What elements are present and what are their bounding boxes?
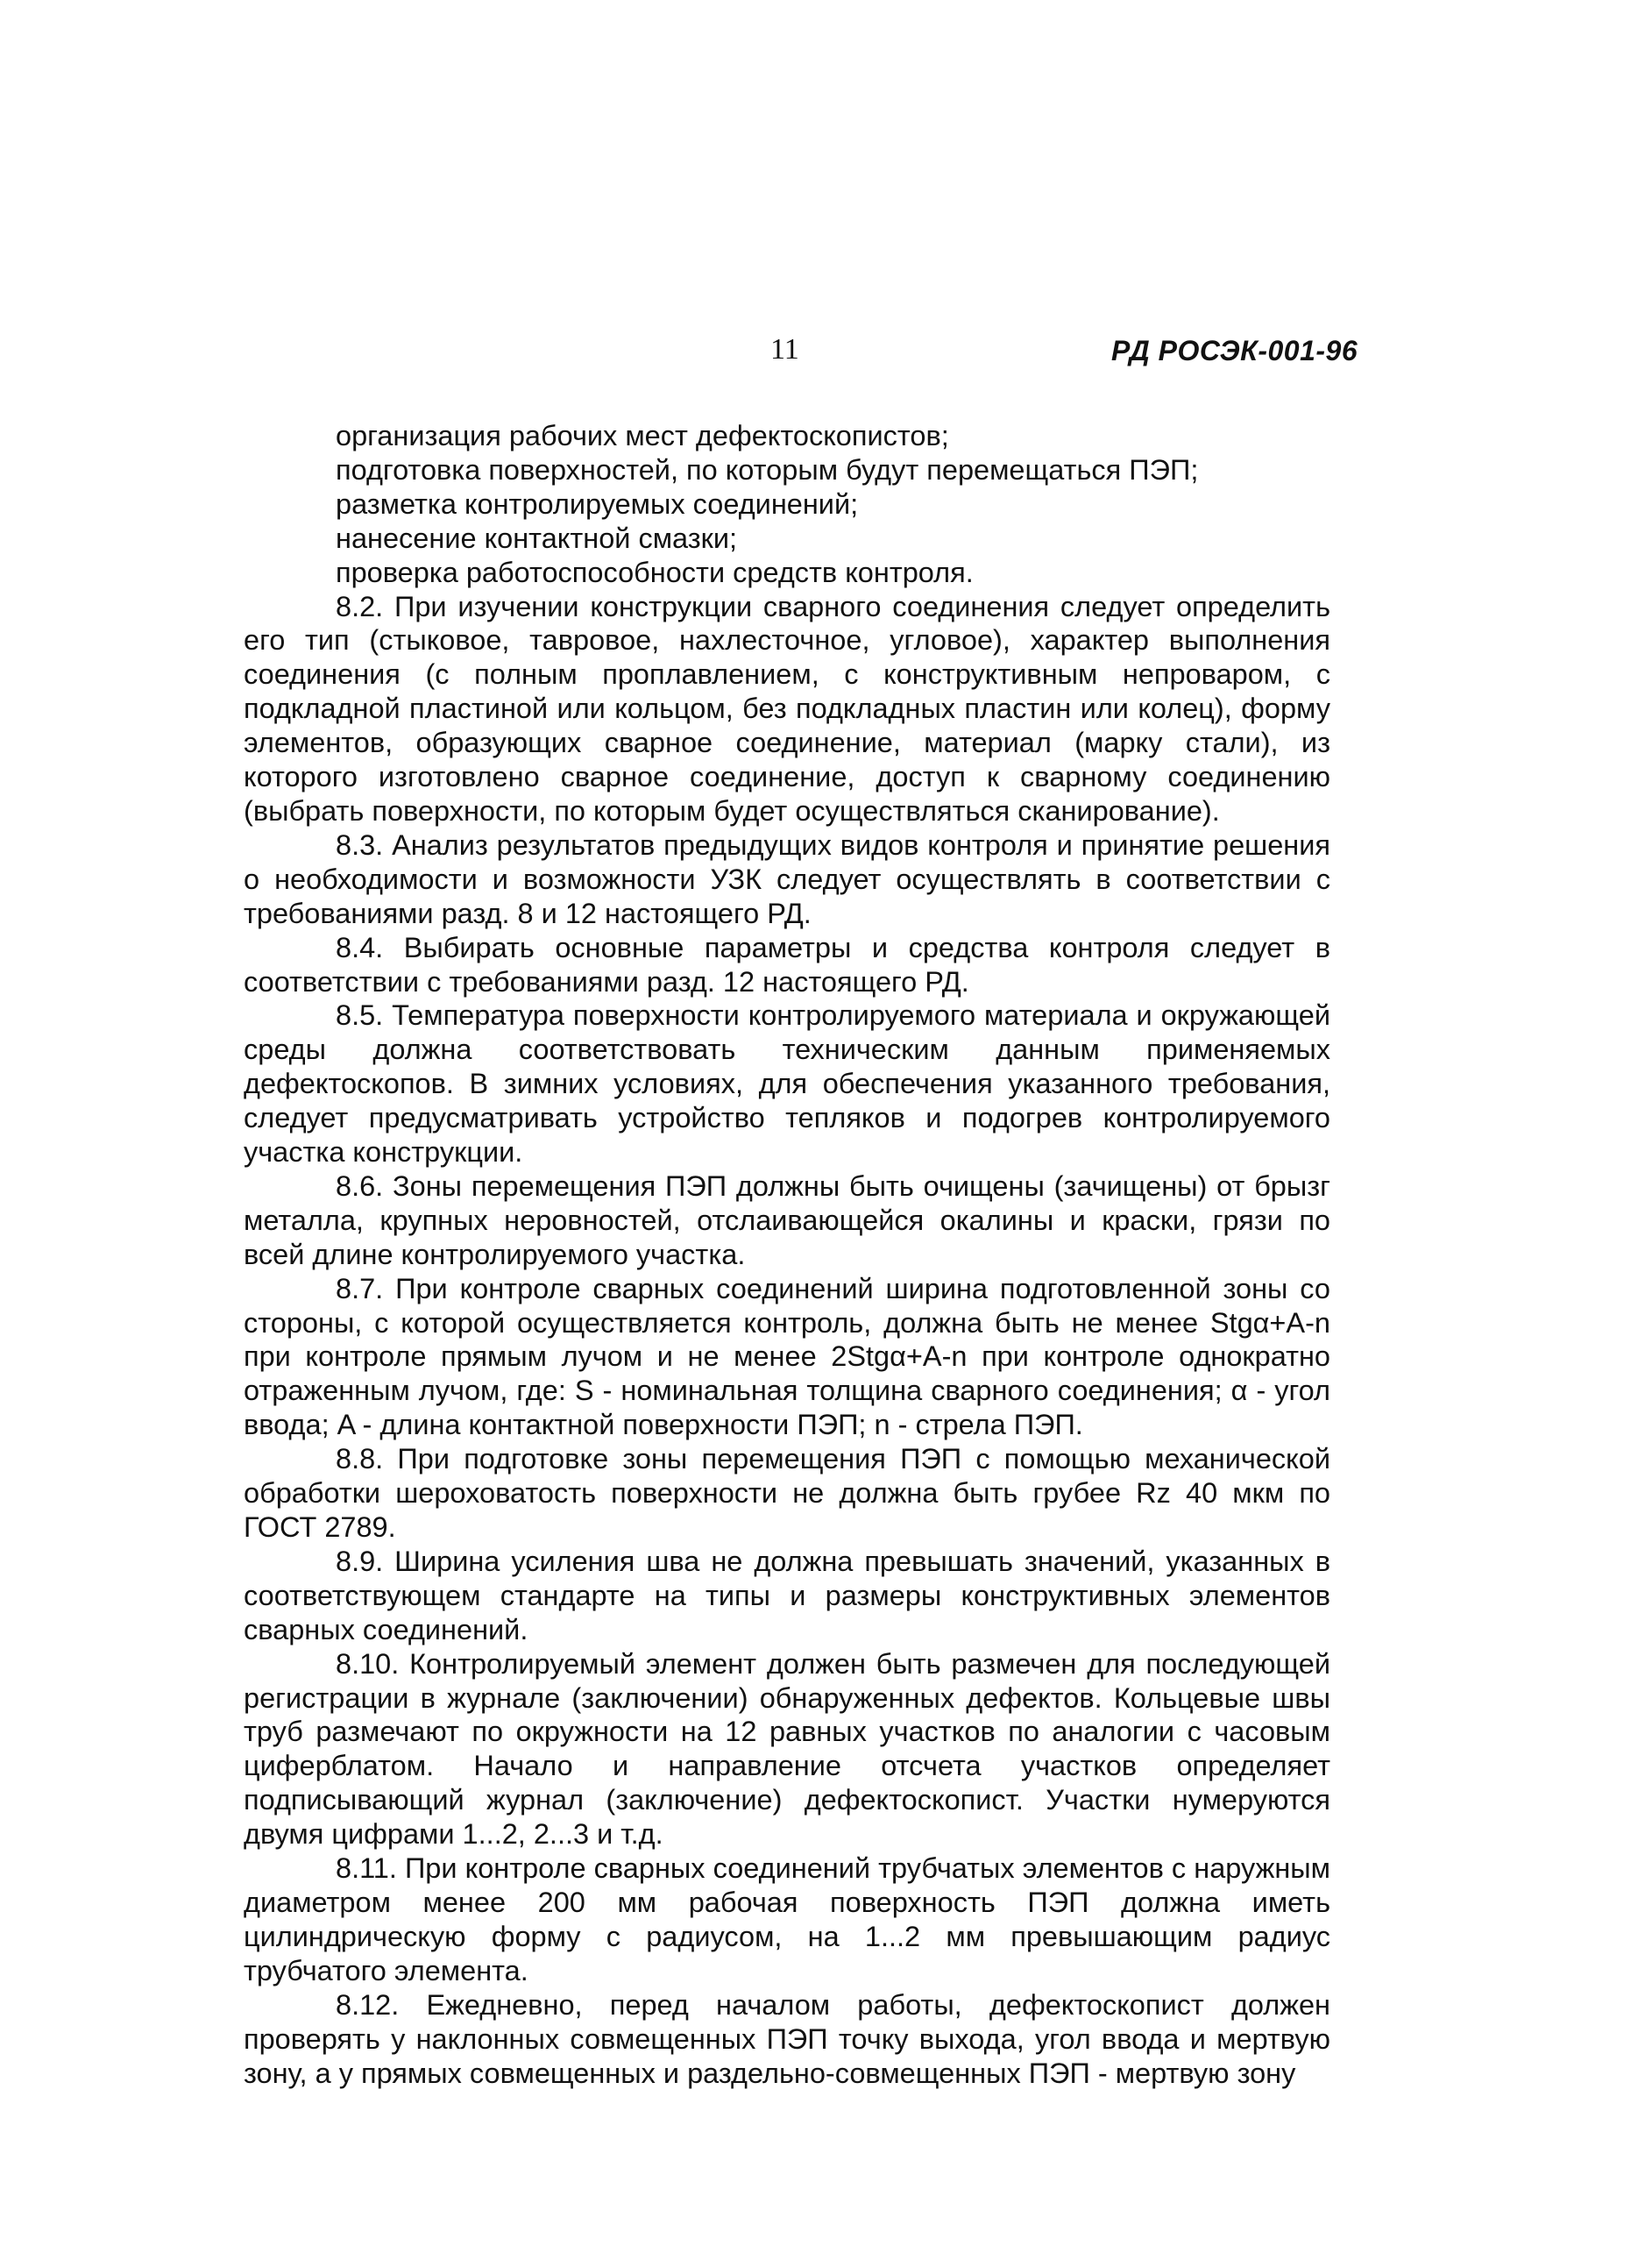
paragraph-8-3: 8.3. Анализ результатов предыдущих видов контроля и принятие решения о необходимости и возможности УЗК следует осуществлять в соответствии с требованиями разд. 8 и 12 настоящего РД. bbox=[244, 828, 1330, 929]
paragraph-8-10: 8.10. Контролируемый элемент должен быть размечен для последующей регистрации в журнале (заключении) обнаруженных дефектов. Кольцевые швы труб размечают по окружности на 12 равных участков по аналогии с часовым циферблатом. Начало и направление отсчета участков определяет подписывающий журнал (заключение) дефектоскопист. Участки нумеруются двумя цифрами 1...2, 2...3 и т.д. bbox=[244, 1647, 1330, 1851]
paragraph-8-7: 8.7. При контроле сварных соединений ширина подготовленной зоны со стороны, с которой осуществляется контроль, должна быть не менее Stgα+A-n при контроле прямым лучом и не менее 2Stgα+A-n при контроле однократно отраженным лучом, где: S - номинальная толщина сварного соединения; α - угол ввода; A - длина контактной поверхности ПЭП; n - стрела ПЭП. bbox=[244, 1272, 1330, 1441]
paragraph-8-6: 8.6. Зоны перемещения ПЭП должны быть очищены (зачищены) от брызг металла, крупных неровностей, отслаивающейся окалины и краски, грязи по всей длине контролируемого участка. bbox=[244, 1169, 1330, 1270]
paragraph-8-5: 8.5. Температура поверхности контролируемого материала и окружающей среды должна соответствовать техническим данным применяемых дефектоскопов. В зимних условиях, для обеспечения указанного требования, следует предусматривать устройство тепляков и подогрев контролируемого участка конструкции. bbox=[244, 999, 1330, 1169]
list-item: проверка работоспособности средств контроля. bbox=[336, 556, 974, 588]
paragraph-8-12: 8.12. Ежедневно, перед началом работы, дефектоскопист должен проверять у наклонных совмещенных ПЭП точку выхода, угол ввода и мертвую зону, а у прямых совмещенных и раздельно-совмещенных ПЭП - мертвую зону bbox=[244, 1988, 1330, 2089]
paragraph-8-9: 8.9. Ширина усиления шва не должна превышать значений, указанных в соответствующем стандарте на типы и размеры конструктивных элементов сварных соединений. bbox=[244, 1545, 1330, 1645]
list-item: подготовка поверхностей, по которым будут перемещаться ПЭП; bbox=[336, 453, 1199, 486]
text-block bbox=[244, 419, 1330, 2090]
page-number: 11 bbox=[770, 333, 799, 366]
list-item: организация рабочих мест дефектоскопистов; bbox=[336, 420, 949, 451]
paragraph-8-8: 8.8. При подготовке зоны перемещения ПЭП с помощью механической обработки шероховатость поверхности не должна быть грубее Rz 40 мкм по ГОСТ 2789. bbox=[244, 1443, 1330, 1543]
paragraph-8-2: 8.2. При изучении конструкции сварного соединения следует определить его тип (стыковое, тавровое, нахлесточное, угловое), характер выполнения соединения (с полным проплавлением, с конструктивным непроваром, с подкладной пластиной или кольцом, без подкладных пластин или колец), форму элементов, образующих сварное соединение, материал (марку стали), из которого изготовлено сварное соединение, доступ к сварному соединению (выбрать поверхности, по которым будет осуществляться сканирование). bbox=[244, 590, 1330, 827]
list-item: разметка контролируемых соединений; bbox=[336, 487, 859, 520]
preparation-list bbox=[244, 419, 1330, 590]
document-code: РД РОСЭК-001-96 bbox=[1111, 335, 1358, 366]
list-item: нанесение контактной смазки; bbox=[336, 522, 738, 554]
paragraph-8-11: 8.11. При контроле сварных соединений трубчатых элементов с наружным диаметром менее 200 мм рабочая поверхность ПЭП должна иметь цилиндрическую форму с радиусом, на 1...2 мм превышающим радиус трубчатого элемента. bbox=[244, 1852, 1330, 1986]
paragraph-8-4: 8.4. Выбирать основные параметры и средства контроля следует в соответствии с требованиями разд. 12 настоящего РД. bbox=[244, 931, 1330, 998]
